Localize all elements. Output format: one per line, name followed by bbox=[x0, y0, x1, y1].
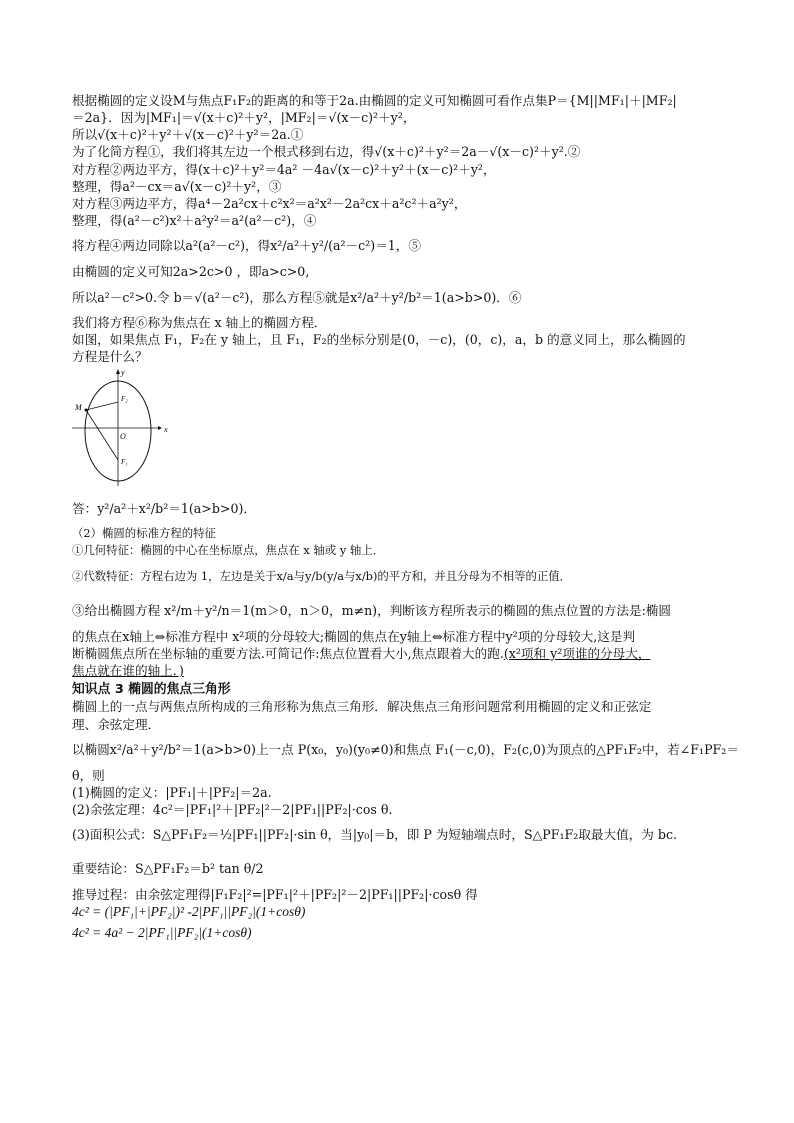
text-span: 断椭圆焦点所在坐标轴的重要方法.可简记作:焦点位置看大小,焦点跟着大的跑. bbox=[72, 645, 504, 661]
label-f1: F₁ bbox=[121, 457, 128, 466]
underlined-note: 焦点就在谁的轴上．) bbox=[72, 662, 184, 678]
text-line bbox=[72, 645, 722, 662]
label-f2: F₂ bbox=[121, 394, 128, 403]
text-line: 椭圆上的一点与两焦点所构成的三角形称为焦点三角形．解决焦点三角形问题常利用椭圆的定义和正弦定 bbox=[72, 699, 652, 715]
text-line: 理、余弦定理． bbox=[72, 716, 161, 732]
text-line: ①几何特征：椭圆的中心在坐标原点，焦点在 x 轴或 y 轴上． bbox=[72, 542, 385, 557]
label-origin: O bbox=[120, 431, 126, 441]
label-x: x bbox=[164, 424, 168, 434]
x-axis-arrow bbox=[158, 426, 162, 430]
text-line: 重要结论：S△PF₁F₂＝b² tan θ/2 bbox=[72, 861, 264, 877]
label-m: M bbox=[75, 402, 82, 412]
y-axis-arrow bbox=[116, 369, 120, 374]
text-line: 所以a²－c²>0.令 b＝√(a²－c²)，那么方程⑤就是x²/a²＋y²/b²＝1(a>b>0)．⑥ bbox=[72, 289, 522, 305]
text-line: 推导过程：由余弦定理得|F₁F₂|²=|PF₁|²＋|PF₂|²－2|PF₁||PF₂|·cosθ 得 bbox=[72, 887, 478, 903]
text-line: 如图，如果焦点 F₁，F₂在 y 轴上，且 F₁，F₂的坐标分别是(0，－c)，(0，c)，a，b 的意义同上，那么椭圆的 bbox=[72, 332, 686, 348]
text-line: 方程是什么？ bbox=[72, 349, 148, 365]
text-line: 由椭圆的定义可知2a>2c>0 ，即a>c>0, bbox=[72, 264, 310, 279]
segment-mf1 bbox=[86, 410, 118, 460]
text-line: 整理，得a²－cx＝a√(x－c)²＋y²，③ bbox=[72, 178, 282, 194]
text-line: 我们将方程⑥称为焦点在 x 轴上的椭圆方程． bbox=[72, 315, 327, 331]
equation-line: 4c² = 4a² − 2|PF₁||PF₂|(1+cosθ) bbox=[72, 924, 252, 940]
text-line: (1)椭圆的定义：|PF₁|＋|PF₂|＝2a. bbox=[72, 784, 272, 800]
text-line: 为了化简方程①，我们将其左边一个根式移到右边，得√(x＋c)²＋y²＝2a－√(x－c)²＋y².② bbox=[72, 144, 581, 160]
underlined-note: (x²项和 y²项谁的分母大， bbox=[503, 645, 651, 661]
text-line: 的焦点在x轴上⇔标准方程中 x²项的分母较大;椭圆的焦点在y轴上⇔标准方程中y²项的分母较大,这是判 bbox=[72, 628, 636, 644]
text-line: 对方程③两边平方，得a⁴－2a²cx＋c²x²＝a²x²－2a²cx＋a²c²＋a²y²， bbox=[72, 195, 467, 211]
text-line: ③给出椭圆方程 x²/m＋y²/n＝1(m＞0，n＞0，m≠n)，判断该方程所表示的椭圆的焦点位置的方法是:椭圆 bbox=[72, 603, 671, 619]
equation-line: 4c² = (|PF₁|+|PF₂|)² -2|PF₁||PF₂|(1+cosθ) bbox=[72, 904, 306, 920]
text-line: 以椭圆x²/a²＋y²/b²＝1(a>b>0)上一点 P(x₀，y₀)(y₀≠0)和焦点 F₁(－c,0)，F₂(c,0)为顶点的△PF₁F₂中，若∠F₁PF₂＝ bbox=[72, 742, 739, 758]
text-line: 答：y²/a²＋x²/b²＝1(a>b>0)． bbox=[72, 501, 256, 517]
text-line: (3)面积公式：S△PF₁F₂＝½|PF₁||PF₂|·sin θ，当|y₀|＝b，即 P 为短轴端点时，S△PF₁F₂取最大值，为 bc. bbox=[72, 827, 678, 843]
section-subheading: （2）椭圆的标准方程的特征 bbox=[72, 525, 216, 540]
label-y: y bbox=[121, 367, 125, 377]
document-page bbox=[72, 92, 739, 942]
text-line: 对方程②两边平方，得(x＋c)²＋y²＝4a² －4a√(x－c)²＋y²＋(x－c)²＋y²， bbox=[72, 161, 496, 177]
text-line: 将方程④两边同除以a²(a²－c²)，得x²/a²＋y²/(a²－c²)＝1，⑤ bbox=[72, 238, 421, 254]
text-line: 整理，得(a²－c²)x²＋a²y²＝a²(a²－c²)，④ bbox=[72, 212, 317, 228]
text-line: (2)余弦定理：4c²＝|PF₁|²＋|PF₂|²－2|PF₁||PF₂|·cos θ. bbox=[72, 801, 393, 817]
ellipse-figure bbox=[72, 368, 172, 488]
section-heading: 知识点 3 椭圆的焦点三角形 bbox=[72, 682, 231, 697]
text-line: ②代数特征：方程右边为 1，左边是关于x/a与y/b(y/a与x/b)的平方和，并且分母为不相等的正值． bbox=[72, 568, 572, 583]
point-m bbox=[85, 408, 88, 411]
text-line: ＝2a}．因为|MF₁|＝√(x＋c)²＋y²，|MF₂|＝√(x－c)²＋y²， bbox=[72, 110, 416, 126]
text-line: 所以√(x＋c)²＋y²＋√(x－c)²＋y²＝2a.① bbox=[72, 127, 304, 143]
text-line: θ，则 bbox=[72, 767, 105, 783]
text-line: 根据椭圆的定义设M与焦点F₁F₂的距离的和等于2a.由椭圆的定义可知椭圆可看作点集P＝{M||MF₁|＋|MF₂| bbox=[72, 93, 677, 108]
